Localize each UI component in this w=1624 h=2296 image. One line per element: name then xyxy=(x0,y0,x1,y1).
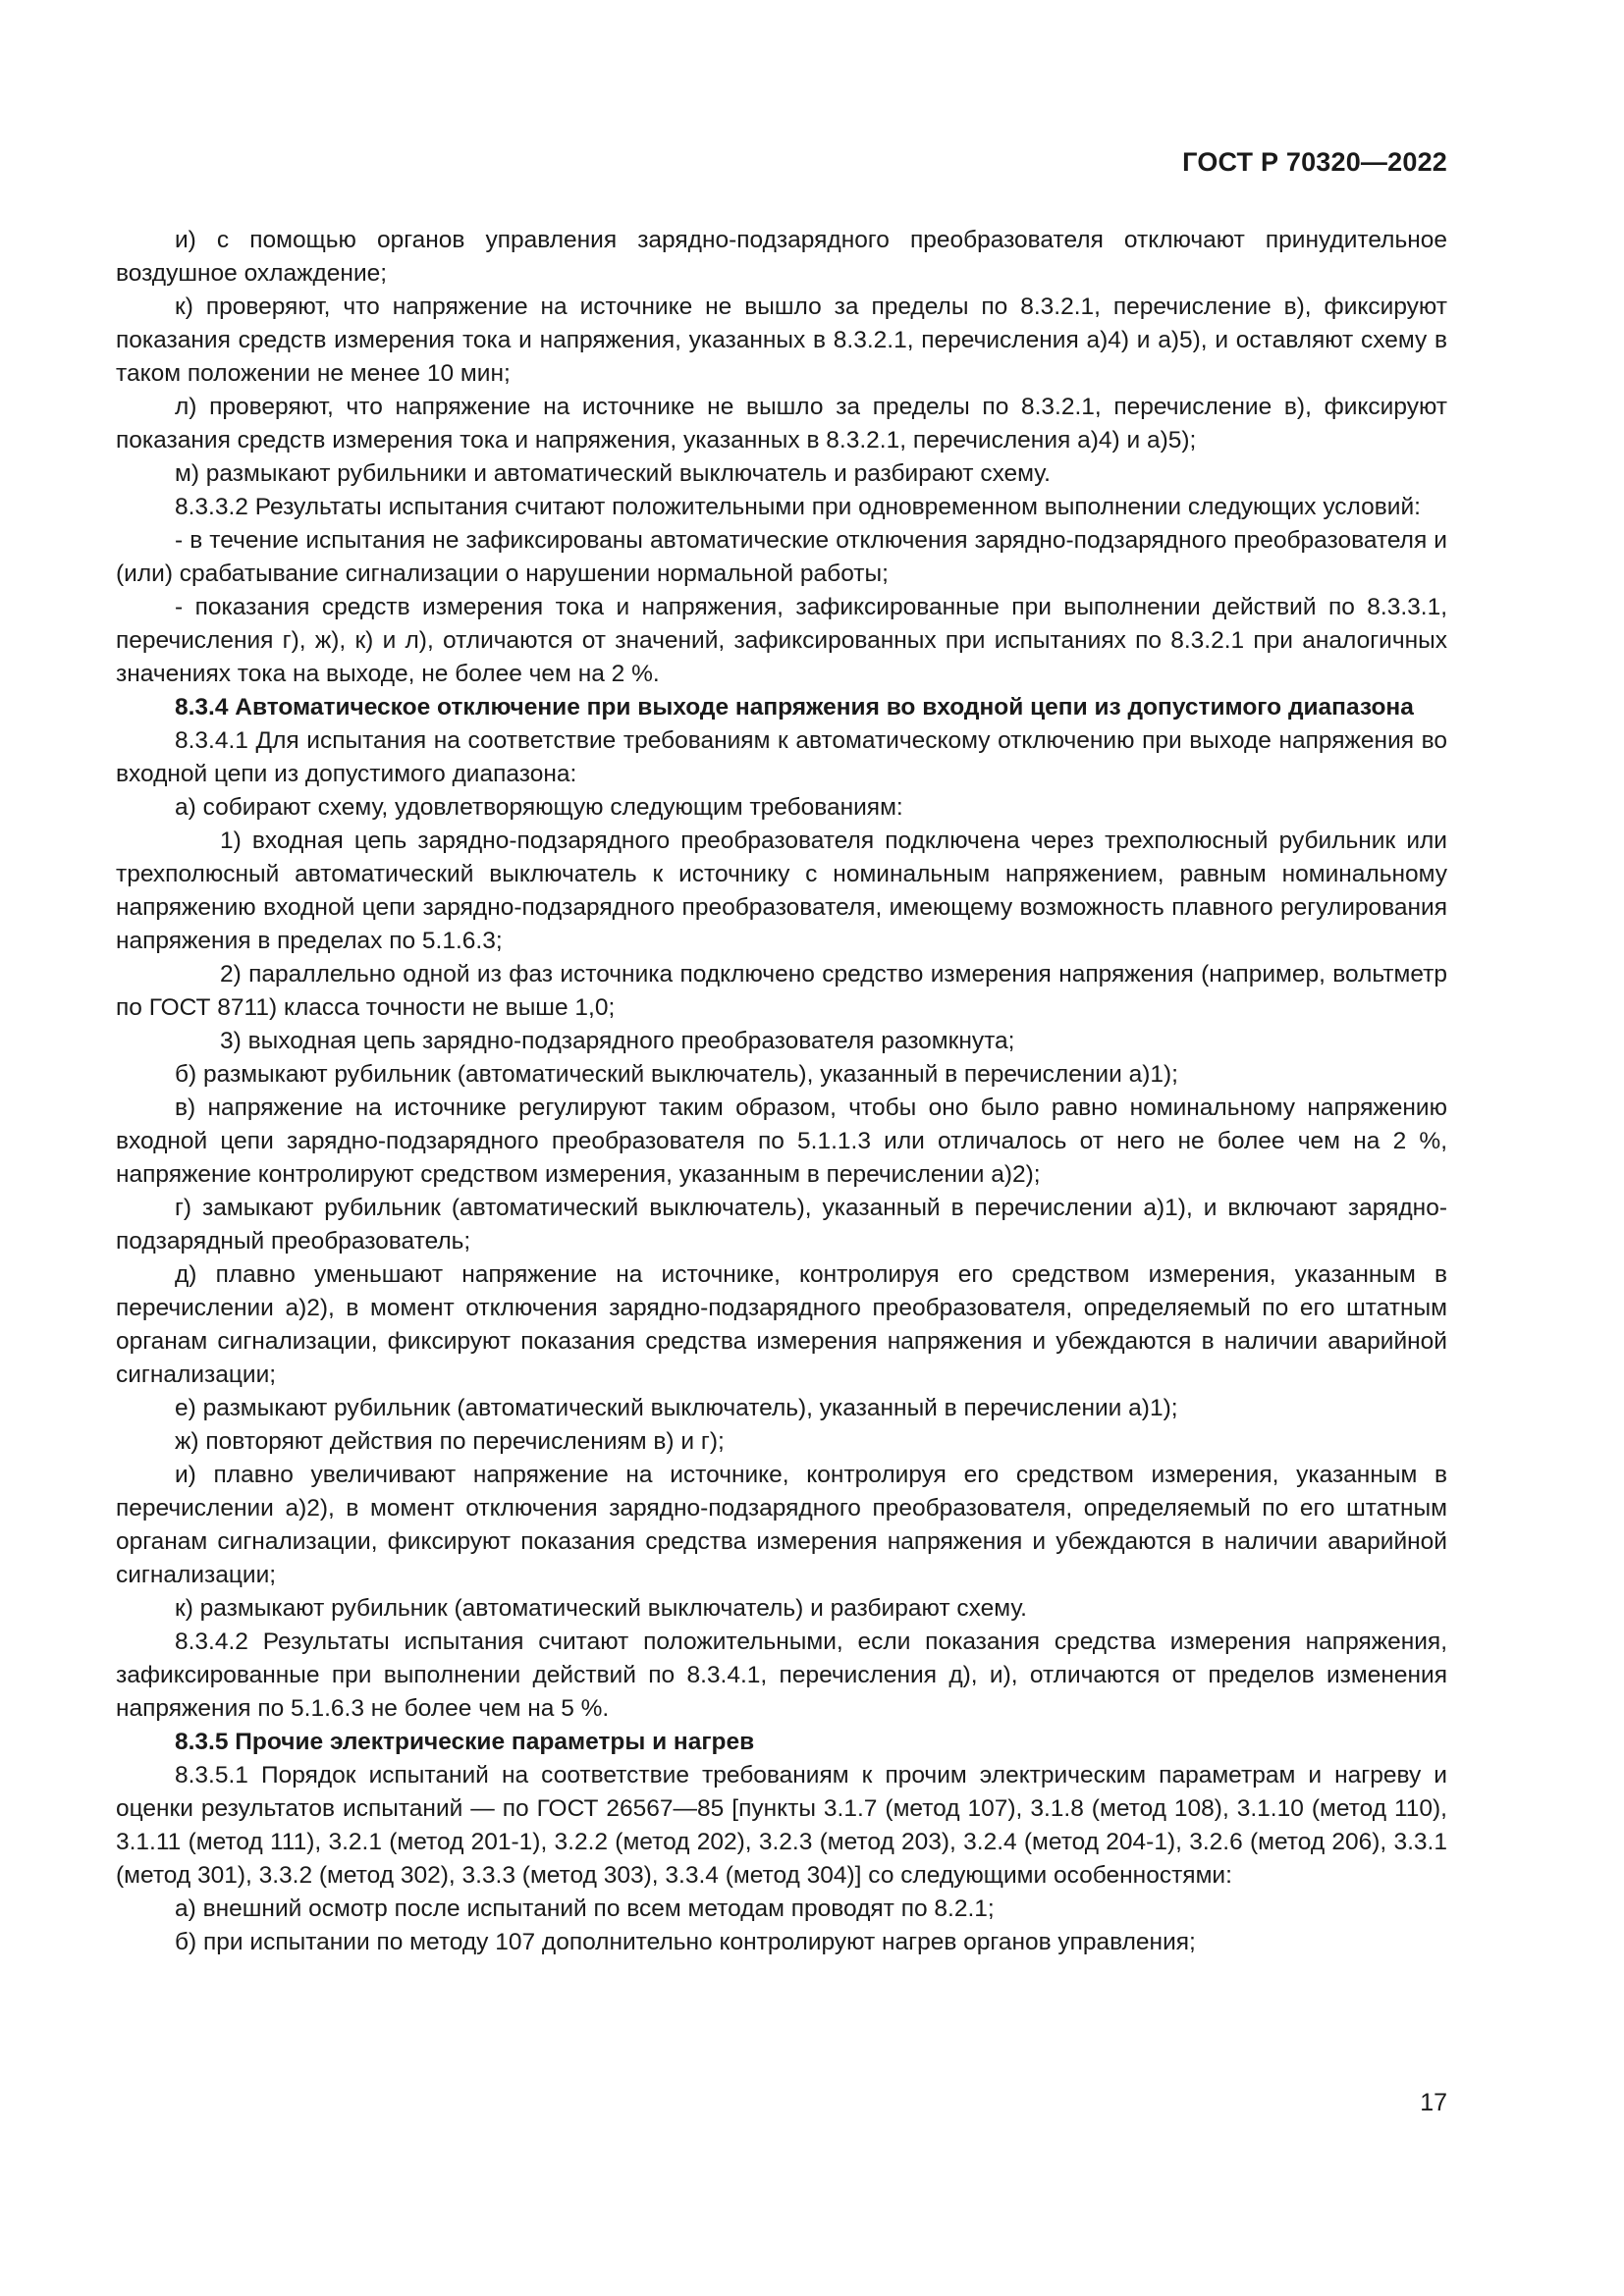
paragraph-subitem-2: 2) параллельно одной из фаз источника подключено средство измерения напряжения (например, вольтметр по ГОСТ 8711) класса точности не выше 1,0; xyxy=(116,961,1447,1021)
paragraph-subitem-3: 3) выходная цепь зарядно-подзарядного преобразователя разомкнута; xyxy=(220,1028,1015,1054)
paragraph-list-item-g: г) замыкают рубильник (автоматический выключатель), указанный в перечислении а)1), и включают зарядно-подзарядный преобразователь; xyxy=(116,1195,1447,1255)
section-heading-8-3-5: 8.3.5 Прочие электрические параметры и нагрев xyxy=(175,1729,755,1755)
document-body xyxy=(116,224,1447,1959)
paragraph-condition-2: - показания средств измерения тока и напряжения, зафиксированные при выполнении действий по 8.3.3.1, перечисления г), ж), к) и л), отличаются от значений, зафиксированных при испытаниях по 8.3.2.1 при аналогичных значениях тока на выходе, не более чем на 2 %. xyxy=(116,594,1447,687)
paragraph-subitem-1: 1) входная цепь зарядно-подзарядного преобразователя подключена через трехполюсный рубильник или трехполюсный автоматический выключатель к источнику с номинальным напряжением, равным номинальному напряжению входной цепи зарядно-подзарядного преобразователя, имеющему возможность плавного регулирования напряжения в пределах по 5.1.6.3; xyxy=(116,828,1447,954)
paragraph-list-item-b-2: б) при испытании по методу 107 дополнительно контролируют нагрев органов управления; xyxy=(175,1929,1196,1955)
paragraph-list-item-m: м) размыкают рубильники и автоматический выключатель и разбирают схему. xyxy=(175,460,1051,487)
paragraph-list-item-a-2: а) внешний осмотр после испытаний по всем методам проводят по 8.2.1; xyxy=(175,1896,995,1922)
document-header-id: ГОСТ Р 70320—2022 xyxy=(1182,147,1447,177)
paragraph-list-item-k-2: к) размыкают рубильник (автоматический выключатель) и разбирают схему. xyxy=(175,1595,1027,1622)
paragraph-clause-8-3-5-1: 8.3.5.1 Порядок испытаний на соответствие требованиям к прочим электрическим параметрам и нагреву и оценки результатов испытаний — по ГОСТ 26567—85 [пункты 3.1.7 (метод 107), 3.1.8 (метод 108), 3.1.10 (метод 110), 3.1.11 (метод 111), 3.2.1 (метод 201-1), 3.2.2 (метод 202), 3.2.3 (метод 203), 3.2.4 (метод 204-1), 3.2.6 (метод 206), 3.3.1 (метод 301), 3.3.2 (метод 302), 3.3.3 (метод 303), 3.3.4 (метод 304)] со следующими особенностями: xyxy=(116,1762,1447,1889)
page-number: 17 xyxy=(1420,2089,1447,2116)
paragraph-clause-8-3-4-1: 8.3.4.1 Для испытания на соответствие требованиям к автоматическому отключению при выходе напряжения во входной цепи из допустимого диапазона: xyxy=(116,727,1447,787)
paragraph-list-item-b: б) размыкают рубильник (автоматический выключатель), указанный в перечислении а)1); xyxy=(175,1061,1178,1088)
paragraph-list-item-a: а) собирают схему, удовлетворяющую следующим требованиям: xyxy=(175,794,903,821)
paragraph-list-item-k: к) проверяют, что напряжение на источнике не вышло за пределы по 8.3.2.1, перечисление в), фиксируют показания средств измерения тока и напряжения, указанных в 8.3.2.1, перечисления а)4) и а)5), и оставляют схему в таком положении не менее 10 мин; xyxy=(116,294,1447,387)
paragraph-condition-1: - в течение испытания не зафиксированы автоматические отключения зарядно-подзарядного преобразователя и (или) срабатывание сигнализации о нарушении нормальной работы; xyxy=(116,527,1447,587)
paragraph-clause-8-3-3-2: 8.3.3.2 Результаты испытания считают положительными при одновременном выполнении следующих условий: xyxy=(175,494,1421,520)
paragraph-list-item-v: в) напряжение на источнике регулируют таким образом, чтобы оно было равно номинальному напряжению входной цепи зарядно-подзарядного преобразователя по 5.1.1.3 или отличалось от него не более чем на 2 %, напряжение контролируют средством измерения, указанным в перечислении а)2); xyxy=(116,1095,1447,1188)
paragraph-list-item-e: е) размыкают рубильник (автоматический выключатель), указанный в перечислении а)1); xyxy=(175,1395,1178,1421)
paragraph-list-item-i-2: и) плавно увеличивают напряжение на источнике, контролируя его средством измерения, указанным в перечислении а)2), в момент отключения зарядно-подзарядного преобразователя, определяемый по его штатным органам сигнализации, фиксируют показания средства измерения напряжения и убеждаются в наличии аварийной сигнализации; xyxy=(116,1462,1447,1588)
paragraph-list-item-l: л) проверяют, что напряжение на источнике не вышло за пределы по 8.3.2.1, перечисление в), фиксируют показания средств измерения тока и напряжения, указанных в 8.3.2.1, перечисления а)4) и а)5); xyxy=(116,394,1447,454)
section-heading-8-3-4: 8.3.4 Автоматическое отключение при выходе напряжения во входной цепи из допустимого диапазона xyxy=(175,694,1414,721)
paragraph-clause-8-3-4-2: 8.3.4.2 Результаты испытания считают положительными, если показания средства измерения напряжения, зафиксированные при выполнении действий по 8.3.4.1, перечисления д), и), отличаются от пределов изменения напряжения по 5.1.6.3 не более чем на 5 %. xyxy=(116,1629,1447,1722)
paragraph-list-item-d: д) плавно уменьшают напряжение на источнике, контролируя его средством измерения, указанным в перечислении а)2), в момент отключения зарядно-подзарядного преобразователя, определяемый по его штатным органам сигнализации, фиксируют показания средства измерения напряжения и убеждаются в наличии аварийной сигнализации; xyxy=(116,1261,1447,1388)
paragraph-list-item-i: и) с помощью органов управления зарядно-подзарядного преобразователя отключают принудительное воздушное охлаждение; xyxy=(116,227,1447,287)
paragraph-list-item-zh: ж) повторяют действия по перечислениям в) и г); xyxy=(175,1428,725,1455)
